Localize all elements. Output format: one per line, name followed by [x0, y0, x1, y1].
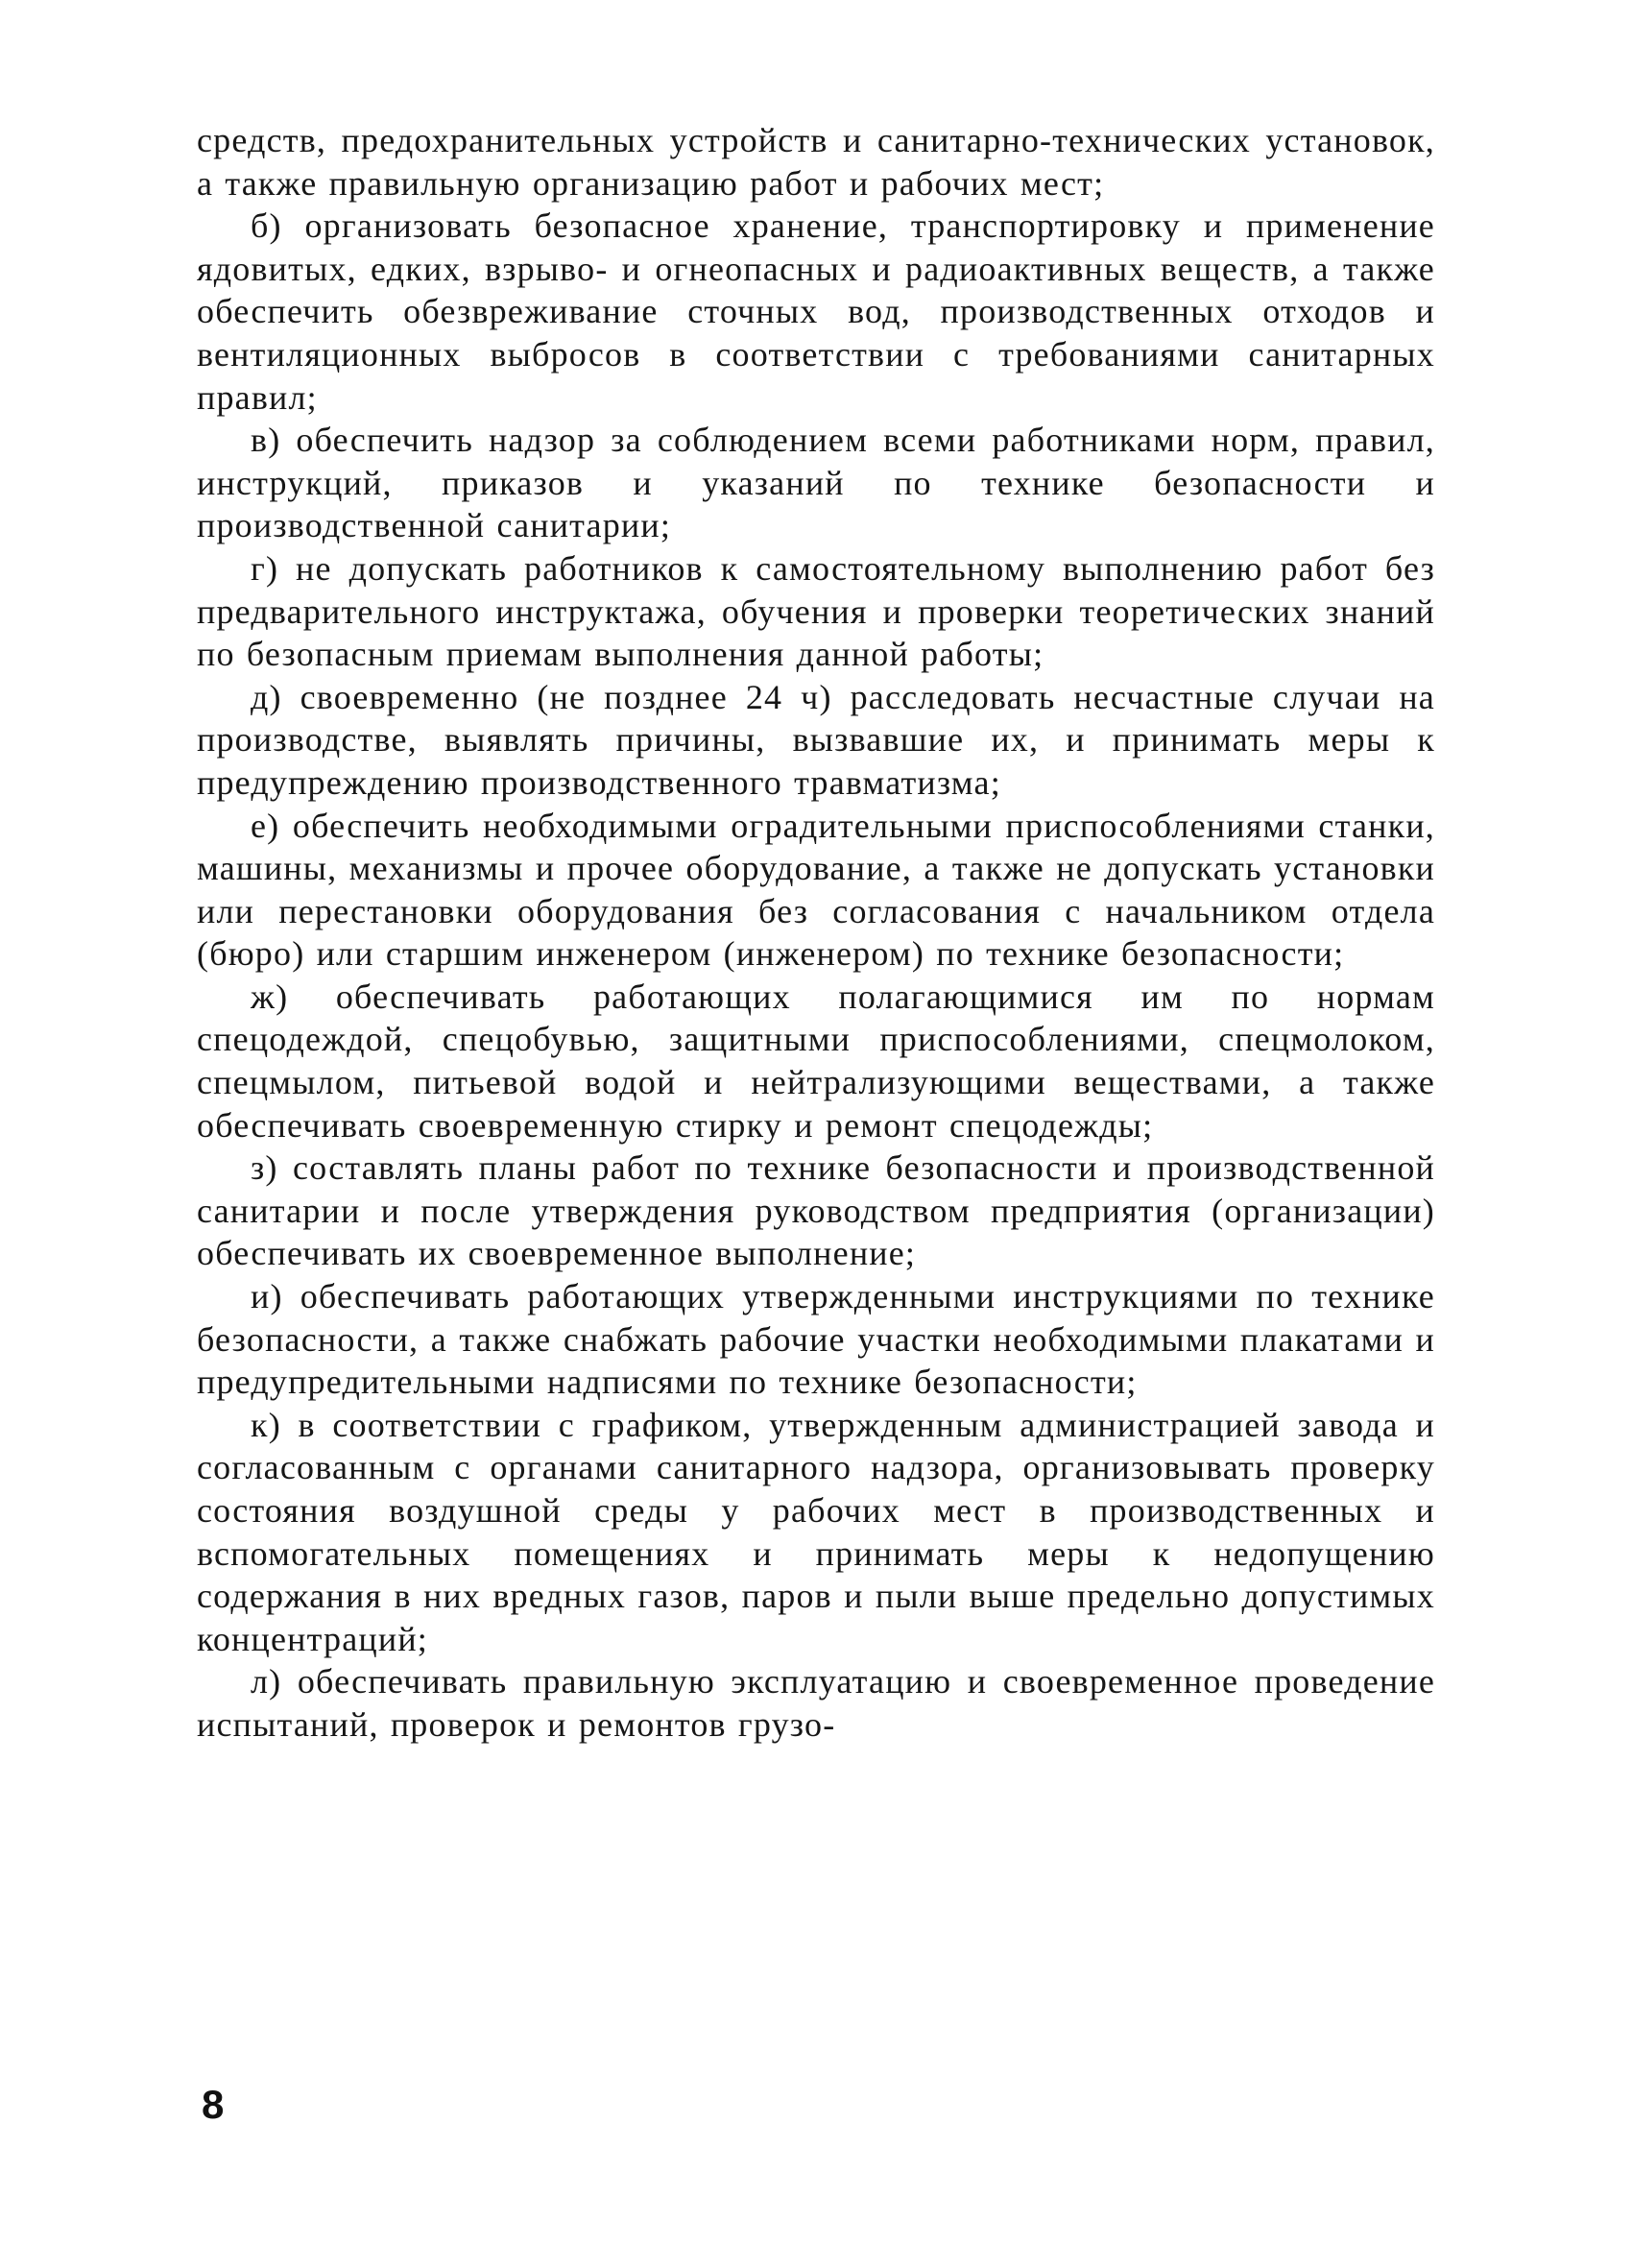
- paragraph-item-i: и) обеспечивать работающих утвержденными инструкциями по технике безопасности, а также снабжать рабочие участки необходимыми плакатами и предупредительными надписями по технике безопасности;: [197, 1277, 1435, 1402]
- paragraph-item-e: е) обеспечить необходимыми оградительными приспособлениями станки, машины, механизмы и прочее оборудование, а также не допускать установки или перестановки оборудования без согласования с начальником отдела (бюро) или старшим инженером (инженером) по технике безопасности;: [197, 806, 1435, 974]
- paragraph-item-g: г) не допускать работников к самостоятельному выполнению работ без предварительного инструктажа, обучения и проверки теоретических знаний по безопасным приемам выполнения данной работы;: [197, 548, 1435, 674]
- paragraph-item-v: в) обеспечить надзор за соблюдением всеми работниками норм, правил, инструкций, приказов и указаний по технике безопасности и производственной санитарии;: [197, 421, 1435, 545]
- paragraph-item-b: б) организовать безопасное хранение, транспортировку и применение ядовитых, едких, взрыво- и огнеопасных и радиоактивных веществ, а также обеспечить обезвреживание сточных вод, производственных отходов и вентиляционных выбросов в соответствии с требованиями санитарных правил;: [197, 206, 1435, 417]
- paragraph-item-z: з) составлять планы работ по технике безопасности и производственной санитарии и после утверждения руководством предприятия (организации) обеспечивать их своевременное выполнение;: [197, 1148, 1435, 1273]
- paragraph-item-l: л) обеспечивать правильную эксплуатацию и своевременное проведение испытаний, проверок и ремонтов грузо-: [197, 1662, 1435, 1744]
- paragraph-item-k: к) в соответствии с графиком, утвержденным администрацией завода и согласованным с органами санитарного надзора, организовывать проверку состояния воздушной среды у рабочих мест в производственных и вспомогательных помещениях и принимать меры к недопущению содержания в них вредных газов, паров и пыли выше предельно допустимых концентраций;: [197, 1405, 1435, 1658]
- body-text: [197, 119, 1435, 1747]
- page-number: 8: [202, 2082, 225, 2127]
- paragraph-item-d: д) своевременно (не позднее 24 ч) расследовать несчастные случаи на производстве, выявлять причины, вызвавшие их, и принимать меры к предупреждению производственного травматизма;: [197, 677, 1435, 802]
- paragraph-continuation: средств, предохранительных устройств и санитарно-технических установок, а также правильную организацию работ и рабочих мест;: [197, 121, 1435, 203]
- paragraph-item-zh: ж) обеспечивать работающих полагающимися им по нормам спецодеждой, спецобувью, защитными приспособлениями, спецмолоком, спецмылом, питьевой водой и нейтрализующими веществами, а также обеспечивать своевременную стирку и ремонт спецодежды;: [197, 977, 1435, 1145]
